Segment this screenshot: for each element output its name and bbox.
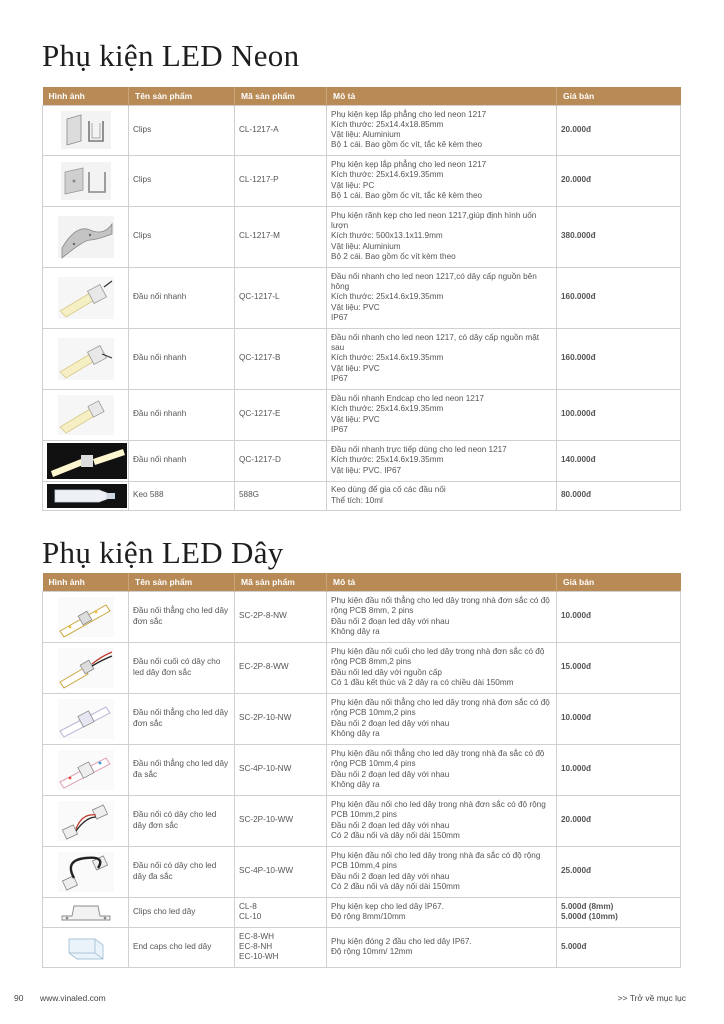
- neon-connector-icon: [56, 336, 116, 382]
- section-title-led-neon: Phụ kiện LED Neon: [42, 38, 300, 73]
- product-name: Đầu nối có dây cho led dây đa sắc: [129, 846, 235, 897]
- col-header-desc: Mô tả: [327, 573, 557, 591]
- product-code: CL-1217-A: [235, 105, 327, 155]
- product-price: 380.000đ: [557, 206, 681, 267]
- product-image-cell: [43, 155, 129, 206]
- product-price: 160.000đ: [557, 267, 681, 328]
- table-row: [43, 440, 681, 481]
- product-image-cell: [43, 693, 129, 744]
- product-name: End caps cho led dây: [129, 927, 235, 967]
- product-image-cell: [43, 440, 129, 481]
- col-header-name: Tên sản phẩm: [129, 87, 235, 105]
- col-header-price: Giá bán: [557, 573, 681, 591]
- product-name: Đầu nối nhanh: [129, 267, 235, 328]
- glue-tube-icon: [47, 484, 127, 508]
- led-strip-accessories-table: [42, 573, 681, 968]
- product-price: 25.000đ: [557, 846, 681, 897]
- col-header-image: Hình ảnh: [43, 87, 129, 105]
- product-code: EC-8-WH EC-8-NH EC-10-WH: [235, 927, 327, 967]
- product-image-cell: [43, 105, 129, 155]
- product-desc: Đầu nối nhanh cho led neon 1217,có dây cấp nguồn bên hông Kích thước: 25x14.6x19.35mm Vật liệu: PVC IP67: [327, 267, 557, 328]
- product-code: SC-4P-10-NW: [235, 744, 327, 795]
- product-name: Clips: [129, 105, 235, 155]
- strip-wire-connector-icon: [56, 646, 116, 690]
- table-row: [43, 206, 681, 267]
- product-code: SC-2P-8-NW: [235, 591, 327, 642]
- aluminium-clip-icon: [59, 109, 113, 151]
- product-desc: Keo dùng để gia cố các đầu nối Thể tích: 10ml: [327, 481, 557, 510]
- product-name: Đầu nối có dây cho led dây đơn sắc: [129, 795, 235, 846]
- table-row: [43, 328, 681, 389]
- product-price: 20.000đ: [557, 155, 681, 206]
- product-desc: Phụ kiện kẹp lắp phẳng cho led neon 1217 Kích thước: 25x14.6x19.35mm Vật liệu: PC Bộ 1 cái. Bao gồm ốc vít, tắc kê kèm theo: [327, 155, 557, 206]
- product-image-cell: [43, 897, 129, 927]
- product-price: 20.000đ: [557, 105, 681, 155]
- product-name: Đầu nối thẳng cho led dây đơn sắc: [129, 693, 235, 744]
- neon-endcap-icon: [56, 393, 116, 437]
- product-price: 140.000đ: [557, 440, 681, 481]
- product-price: 10.000đ: [557, 693, 681, 744]
- col-header-code: Mã sản phẩm: [235, 573, 327, 591]
- product-code: SC-2P-10-NW: [235, 693, 327, 744]
- product-name: Đầu nối nhanh: [129, 389, 235, 440]
- table-row: [43, 693, 681, 744]
- col-header-price: Giá bán: [557, 87, 681, 105]
- product-price: 5.000đ: [557, 927, 681, 967]
- product-code: 588G: [235, 481, 327, 510]
- product-desc: Phụ kiện đầu nối cho led dây trong nhà đơn sắc có độ rộng PCB 10mm,2 pins Đầu nối 2 đoạn led dây với nhau Có 2 đầu nối và dây nối dài 150mm: [327, 795, 557, 846]
- product-name: Đầu nối thẳng cho led dây đa sắc: [129, 744, 235, 795]
- strip-clip-icon: [58, 900, 114, 924]
- product-desc: Phụ kiện đóng 2 đầu cho led dây IP67. Độ rộng 10mm/ 12mm: [327, 927, 557, 967]
- product-code: SC-2P-10-WW: [235, 795, 327, 846]
- product-code: CL-1217-P: [235, 155, 327, 206]
- product-image-cell: [43, 267, 129, 328]
- rgb-strip-connector-icon: [56, 748, 116, 792]
- product-desc: Đầu nối nhanh Endcap cho led neon 1217 Kích thước: 25x14.6x19.35mm Vật liệu: PVC IP67: [327, 389, 557, 440]
- product-desc: Phụ kiện đầu nối thẳng cho led dây trong nhà đa sắc có độ rộng PCB 10mm,4 pins Đầu nối 2 đoạn led dây với nhau Không dây ra: [327, 744, 557, 795]
- product-code: CL-8 CL-10: [235, 897, 327, 927]
- product-price: 100.000đ: [557, 389, 681, 440]
- product-name: Keo 588: [129, 481, 235, 510]
- product-code: QC-1217-E: [235, 389, 327, 440]
- product-image-cell: [43, 328, 129, 389]
- neon-connector-icon: [56, 275, 116, 321]
- product-image-cell: [43, 481, 129, 510]
- pc-clip-icon: [59, 160, 113, 202]
- strip-connector-icon: [56, 697, 116, 741]
- product-desc: Phụ kiện đầu nối cho led dây trong nhà đa sắc có độ rộng PCB 10mm,4 pins Đầu nối 2 đoạn led dây với nhau Có 2 đầu nối và dây nối dài 150mm: [327, 846, 557, 897]
- col-header-desc: Mô tả: [327, 87, 557, 105]
- product-desc: Phụ kiện đầu nối cuối cho led dây trong nhà đơn sắc có độ rộng PCB 8mm,2 pins Đầu nối led dây với nguồn cấp Có 1 đầu kết thúc và 2 dây ra có chiều dài 150mm: [327, 642, 557, 693]
- product-name: Đầu nối cuối có dây cho led dây đơn sắc: [129, 642, 235, 693]
- product-code: CL-1217-M: [235, 206, 327, 267]
- product-price: 15.000đ: [557, 642, 681, 693]
- table-row: [43, 267, 681, 328]
- table-header-row: [43, 87, 681, 105]
- product-desc: Phụ kiện kẹp lắp phẳng cho led neon 1217 Kích thước: 25x14.4x18.85mm Vật liệu: Aluminium Bộ 1 cái. Bao gồm ốc vít, tắc kê kèm theo: [327, 105, 557, 155]
- product-code: QC-1217-B: [235, 328, 327, 389]
- product-desc: Phụ kiện đầu nối thẳng cho led dây trong nhà đơn sắc có độ rộng PCB 10mm,2 pins Đầu nối 2 đoạn led dây với nhau Không dây ra: [327, 693, 557, 744]
- product-image-cell: [43, 206, 129, 267]
- product-code: EC-2P-8-WW: [235, 642, 327, 693]
- product-price: 20.000đ: [557, 795, 681, 846]
- product-name: Đầu nối nhanh: [129, 328, 235, 389]
- product-name: Đầu nối nhanh: [129, 440, 235, 481]
- table-row: [43, 846, 681, 897]
- table-row: [43, 927, 681, 967]
- product-code: QC-1217-D: [235, 440, 327, 481]
- product-code: QC-1217-L: [235, 267, 327, 328]
- product-image-cell: [43, 591, 129, 642]
- product-name: Clips cho led dây: [129, 897, 235, 927]
- table-row: [43, 481, 681, 510]
- col-header-code: Mã sản phẩm: [235, 87, 327, 105]
- product-price: 80.000đ: [557, 481, 681, 510]
- product-image-cell: [43, 744, 129, 795]
- product-code: SC-4P-10-WW: [235, 846, 327, 897]
- table-row: [43, 105, 681, 155]
- product-name: Clips: [129, 155, 235, 206]
- led-neon-accessories-table: [42, 87, 681, 511]
- col-header-image: Hình ảnh: [43, 573, 129, 591]
- product-name: Clips: [129, 206, 235, 267]
- product-desc: Phụ kiện kẹp cho led dây IP67. Độ rộng 8mm/10mm: [327, 897, 557, 927]
- page-number: 90: [14, 993, 24, 1003]
- table-row: [43, 155, 681, 206]
- product-desc: Đầu nối nhanh trực tiếp dùng cho led neon 1217 Kích thước: 25x14.6x19.35mm Vật liệu: PVC. IP67: [327, 440, 557, 481]
- table-row: [43, 591, 681, 642]
- website-link[interactable]: www.vinaled.com: [40, 993, 106, 1003]
- product-price: 5.000đ (8mm) 5.000đ (10mm): [557, 897, 681, 927]
- col-header-name: Tên sản phẩm: [129, 573, 235, 591]
- strip-endcap-icon: [61, 931, 111, 963]
- neon-direct-connector-icon: [47, 443, 127, 479]
- table-row: [43, 897, 681, 927]
- product-image-cell: [43, 795, 129, 846]
- product-image-cell: [43, 927, 129, 967]
- product-price: 10.000đ: [557, 591, 681, 642]
- wired-strip-connector-icon: [56, 799, 116, 843]
- back-to-contents-link[interactable]: >> Trở về mục lục: [617, 993, 686, 1003]
- product-image-cell: [43, 846, 129, 897]
- table-row: [43, 389, 681, 440]
- table-header-row: [43, 573, 681, 591]
- product-price: 10.000đ: [557, 744, 681, 795]
- product-price: 160.000đ: [557, 328, 681, 389]
- wired-rgb-strip-connector-icon: [56, 850, 116, 894]
- product-name: Đầu nối thẳng cho led dây đơn sắc: [129, 591, 235, 642]
- table-row: [43, 642, 681, 693]
- table-row: [43, 795, 681, 846]
- strip-connector-icon: [56, 595, 116, 639]
- product-desc: Đầu nối nhanh cho led neon 1217, có dây cấp nguồn mặt sau Kích thước: 25x14.6x19.35mm Vật liệu: PVC IP67: [327, 328, 557, 389]
- table-row: [43, 744, 681, 795]
- product-desc: Phụ kiện đầu nối thẳng cho led dây trong nhà đơn sắc có độ rộng PCB 8mm, 2 pins Đầu nối 2 đoạn led dây với nhau Không dây ra: [327, 591, 557, 642]
- mounting-channel-icon: [56, 214, 116, 260]
- section-title-led-strip: Phụ kiện LED Dây: [42, 535, 284, 570]
- product-image-cell: [43, 389, 129, 440]
- product-desc: Phụ kiện rãnh kẹp cho led neon 1217,giúp định hình uốn lượn Kích thước: 500x13.1x11.9mm Vật liệu: Aluminium Bộ 2 cái. Bao gồm ốc vít kèm theo: [327, 206, 557, 267]
- product-image-cell: [43, 642, 129, 693]
